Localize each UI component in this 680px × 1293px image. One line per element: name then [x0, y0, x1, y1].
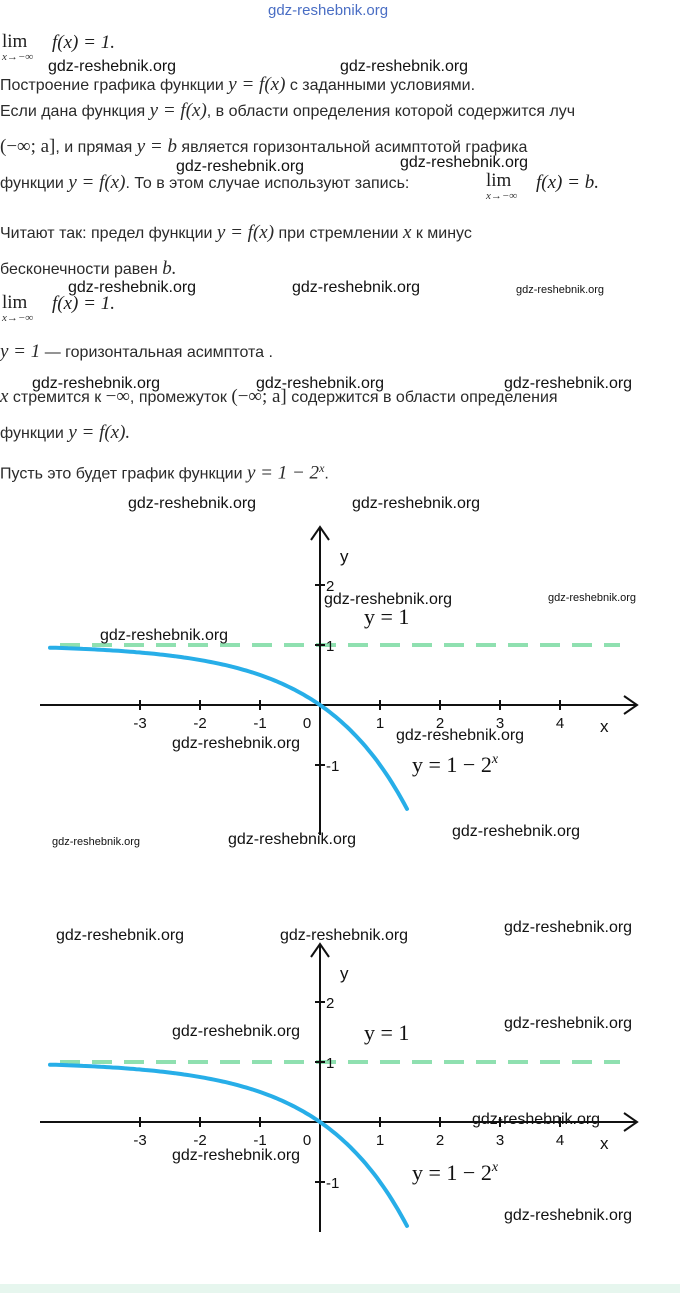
x-tick-label: -1: [253, 715, 267, 732]
y-tick-label: 2: [326, 995, 335, 1012]
y-tick-label: -1: [326, 1175, 340, 1192]
paragraph-line-9: y = 1 — горизонтальная асимптота .: [0, 341, 273, 362]
watermark[interactable]: gdz-reshebnik.org: [172, 1023, 301, 1040]
asymptote-label: y = 1: [364, 604, 410, 629]
watermark[interactable]: gdz-reshebnik.org: [324, 591, 453, 608]
x-tick-label: 1: [375, 715, 385, 732]
lim-word: lim: [2, 31, 28, 52]
function-graph-2: [0, 937, 680, 1237]
y-axis-label: y: [340, 547, 349, 566]
graph-1-svg: [0, 520, 680, 840]
limit-expression-2-value: f(x) = 1.: [52, 293, 115, 314]
watermark[interactable]: gdz-reshebnik.org: [504, 919, 633, 936]
watermark[interactable]: gdz-reshebnik.org: [352, 495, 481, 512]
watermark[interactable]: gdz-reshebnik.org: [100, 627, 229, 644]
y-tick-label: 1: [326, 1055, 335, 1072]
paragraph-line-6: Читают так: предел функции y = f(x) при стремлении x к минус: [0, 222, 472, 243]
watermark[interactable]: gdz-reshebnik.org: [548, 592, 637, 604]
lim-subscript: x→−∞: [2, 51, 34, 63]
watermark[interactable]: gdz-reshebnik.org: [504, 375, 633, 392]
watermark[interactable]: gdz-reshebnik.org: [280, 927, 409, 944]
watermark[interactable]: gdz-reshebnik.org: [292, 279, 421, 296]
paragraph-line-2: Построение графика функции y = f(x) с заданными условиями.: [0, 74, 476, 95]
watermark[interactable]: gdz-reshebnik.org: [176, 158, 305, 175]
x-tick-label: -2: [193, 715, 207, 732]
watermark[interactable]: gdz-reshebnik.org: [516, 284, 605, 296]
watermark[interactable]: gdz-reshebnik.org: [256, 375, 385, 392]
paragraph-line-12: Пусть это будет график функции $y = 1 - 2^x$.: [0, 461, 329, 484]
watermark[interactable]: gdz-reshebnik.org: [472, 1111, 601, 1128]
watermark[interactable]: gdz-reshebnik.org: [68, 279, 197, 296]
watermark[interactable]: gdz-reshebnik.org: [504, 1207, 633, 1224]
y-tick-label: 2: [326, 578, 335, 595]
watermark[interactable]: gdz-reshebnik.org: [396, 727, 525, 744]
x-tick-label: 2: [435, 1132, 445, 1149]
paragraph-line-11: функции y = f(x).: [0, 422, 131, 443]
function-curve: [50, 648, 407, 809]
x-axis-label: x: [600, 717, 609, 736]
x-tick-label: -3: [133, 715, 147, 732]
watermark[interactable]: gdz-reshebnik.org: [228, 831, 357, 848]
paragraph-line-7: бесконечности равен b.: [0, 258, 177, 279]
x-tick-label: 3: [495, 1132, 505, 1149]
limit-expression-inline: lim x→−∞: [486, 170, 518, 202]
curve-label-exponent: x: [491, 752, 499, 767]
paragraph-line-10: x стремится к −∞, промежуток (−∞; a] содержится в области определения: [0, 386, 558, 407]
curve-label-exponent: x: [491, 1160, 499, 1175]
x-tick-label: -1: [253, 1132, 267, 1149]
x-tick-label: 4: [555, 1132, 565, 1149]
limit-expression-1: [2, 33, 33, 63]
asymptote-label: y = 1: [364, 1020, 410, 1045]
watermark[interactable]: gdz-reshebnik.org: [56, 927, 185, 944]
x-tick-label: 3: [495, 715, 505, 732]
x-axis-label: x: [600, 1134, 609, 1153]
watermark[interactable]: gdz-reshebnik.org: [52, 836, 141, 848]
graph-2-svg: [0, 937, 680, 1237]
watermark[interactable]: gdz-reshebnik.org: [32, 375, 161, 392]
paragraph-line-4: (−∞; a], и прямая y = b является горизонтальной асимптотой графика: [0, 136, 528, 157]
x-tick-label: 2: [435, 715, 445, 732]
watermark[interactable]: gdz-reshebnik.org: [400, 154, 529, 171]
limit-expression-inline-value: f(x) = b.: [536, 172, 599, 193]
y-axis-label: y: [340, 964, 349, 983]
watermark[interactable]: gdz-reshebnik.org: [172, 1147, 301, 1164]
x-tick-label: 0: [302, 1132, 312, 1149]
bottom-bar: [0, 1284, 680, 1293]
x-tick-label: 4: [555, 715, 565, 732]
x-tick-label: 1: [375, 1132, 385, 1149]
function-curve: [50, 1065, 407, 1226]
x-tick-label: -2: [193, 1132, 207, 1149]
function-graph-1: [0, 520, 680, 840]
curve-label: $y = 1 - 2^x$: [412, 752, 499, 777]
watermark[interactable]: gdz-reshebnik.org: [504, 1015, 633, 1032]
paragraph-line-5: функции y = f(x). То в этом случае используют запись:: [0, 172, 410, 193]
y-tick-label: 1: [326, 638, 335, 655]
x-tick-label: -3: [133, 1132, 147, 1149]
y-tick-label: -1: [326, 758, 340, 775]
x-tick-label: 0: [302, 715, 312, 732]
paragraph-line-3: Если дана функция y = f(x), в области определения которой содержится луч: [0, 100, 576, 121]
curve-label: $y = 1 - 2^x$: [412, 1160, 499, 1185]
watermark[interactable]: gdz-reshebnik.org: [48, 58, 177, 75]
watermark[interactable]: gdz-reshebnik.org: [452, 823, 581, 840]
watermark[interactable]: gdz-reshebnik.org: [128, 495, 257, 512]
watermark-top[interactable]: gdz-reshebnik.org: [268, 2, 389, 19]
limit-expression-2: lim x→−∞: [2, 292, 34, 324]
watermark[interactable]: gdz-reshebnik.org: [172, 735, 301, 752]
watermark[interactable]: gdz-reshebnik.org: [340, 58, 469, 75]
limit-expression-1-value: f(x) = 1.: [52, 32, 115, 53]
